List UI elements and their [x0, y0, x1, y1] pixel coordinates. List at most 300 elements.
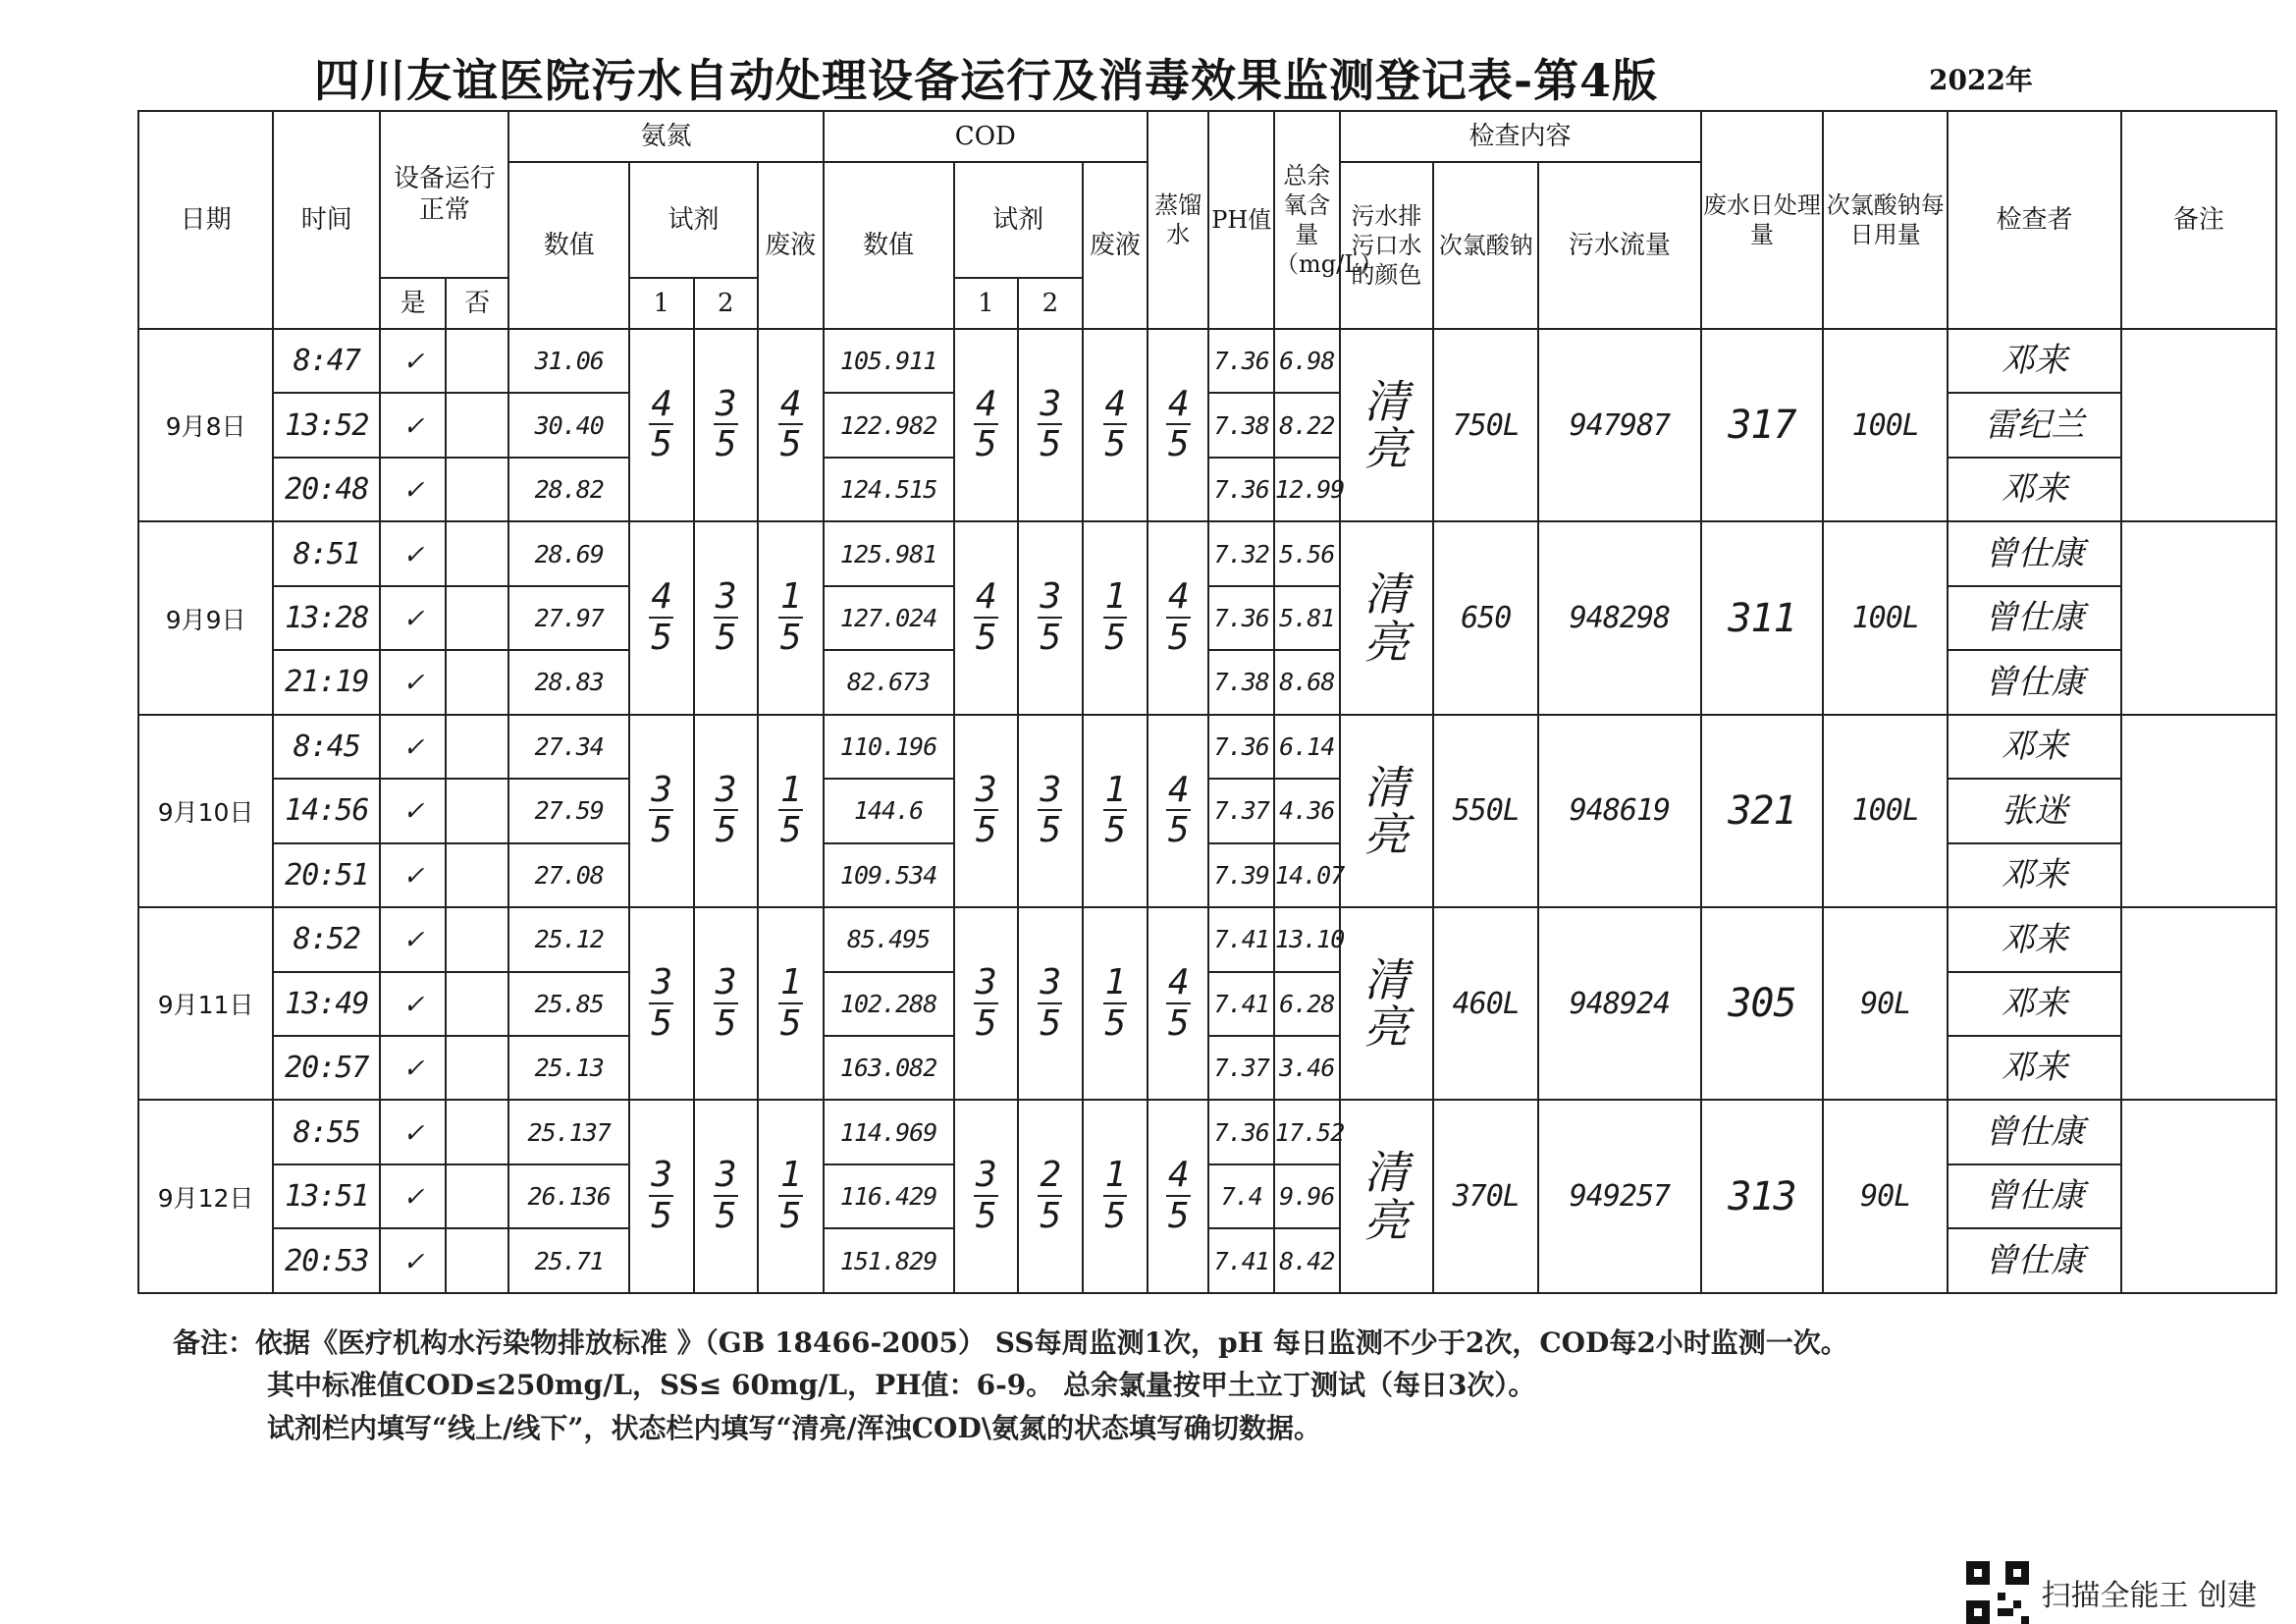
- cod-reagent-1-cell: [954, 1100, 1018, 1293]
- status-yes-cell: ✓: [380, 972, 446, 1036]
- ammonia-reagent-2-cell: [694, 907, 758, 1100]
- flow-cell: 948924: [1538, 907, 1700, 1100]
- inspector-cell: 张迷: [1948, 779, 2121, 842]
- fraction-denominator: 5: [976, 617, 996, 658]
- distilled-water-cell: [1148, 1100, 1208, 1293]
- ammonia-reagent-1-cell: [629, 521, 693, 714]
- fraction-numerator: 3: [976, 961, 996, 1002]
- ammonia-reagent-1-cell: [629, 329, 693, 521]
- fraction-numerator: 4: [779, 383, 801, 424]
- time-cell: 8:47: [273, 329, 380, 393]
- header-cod-reagent-1: 1: [954, 278, 1018, 329]
- cod-reagent-2-cell: [1018, 907, 1082, 1100]
- color-char: 亮: [1363, 807, 1410, 861]
- ammonia-waste-cell: [758, 1100, 824, 1293]
- fraction-mark: [714, 771, 738, 850]
- status-yes-cell: ✓: [380, 393, 446, 457]
- fraction-numerator: 1: [779, 769, 801, 810]
- fraction-numerator: 4: [651, 383, 672, 424]
- form-year: 2022年: [1929, 64, 2033, 96]
- time-cell: 13:52: [273, 393, 380, 457]
- ph-cell: 7.41: [1208, 972, 1274, 1036]
- status-yes-cell: ✓: [380, 521, 446, 585]
- fraction-mark: [649, 577, 673, 657]
- status-no-cell: [446, 907, 508, 971]
- fraction-mark: [778, 963, 803, 1043]
- header-cod: COD: [824, 111, 1148, 162]
- color-cell: [1340, 1100, 1434, 1293]
- naclo-cell: 460L: [1433, 907, 1538, 1100]
- header-equipment: 设备运行正常: [380, 111, 508, 278]
- fraction-numerator: 4: [1167, 576, 1189, 618]
- fraction-mark: [1166, 963, 1191, 1043]
- chlorine-cell: 13.10: [1274, 907, 1340, 971]
- distilled-water-cell: [1148, 329, 1208, 521]
- fraction-numerator: 2: [1040, 1155, 1061, 1196]
- flow-cell: 948298: [1538, 521, 1700, 714]
- inspector-cell: 邓来: [1948, 907, 2121, 971]
- fraction-numerator: 1: [779, 1155, 801, 1196]
- fraction-denominator: 5: [651, 424, 672, 465]
- inspector-cell: 曾仕康: [1948, 521, 2121, 585]
- ph-cell: 7.41: [1208, 907, 1274, 971]
- fraction-denominator: 5: [1104, 1002, 1126, 1044]
- fraction-mark: [974, 577, 998, 657]
- fraction-mark: [1166, 385, 1191, 464]
- cod-value-cell: 114.969: [824, 1100, 954, 1164]
- ammonia-reagent-2-cell: [694, 1100, 758, 1293]
- naclo-cell: 550L: [1433, 715, 1538, 907]
- fraction-denominator: 5: [715, 1196, 736, 1237]
- ph-cell: 7.36: [1208, 586, 1274, 650]
- cod-value-cell: 125.981: [824, 521, 954, 585]
- fraction-numerator: 1: [1104, 961, 1126, 1002]
- cod-value-cell: 82.673: [824, 650, 954, 714]
- table-row: [138, 1100, 2276, 1164]
- time-cell: 8:52: [273, 907, 380, 971]
- table-row: [138, 907, 2276, 971]
- chlorine-cell: 8.22: [1274, 393, 1340, 457]
- ammonia-value-cell: 26.136: [508, 1164, 629, 1228]
- color-char: 亮: [1363, 615, 1410, 669]
- status-yes-cell: ✓: [380, 715, 446, 779]
- chlorine-cell: 17.52: [1274, 1100, 1340, 1164]
- naclo-daily-cell: 90L: [1823, 1100, 1948, 1293]
- ammonia-reagent-1-cell: [629, 1100, 693, 1293]
- fraction-mark: [1103, 577, 1128, 657]
- fraction-denominator: 5: [651, 810, 672, 851]
- inspector-cell: 曾仕康: [1948, 586, 2121, 650]
- cod-value-cell: 122.982: [824, 393, 954, 457]
- header-flow: 污水流量: [1538, 162, 1700, 329]
- fraction-numerator: 4: [1167, 769, 1189, 810]
- inspector-cell: 邓来: [1948, 843, 2121, 907]
- ammonia-reagent-2-cell: [694, 715, 758, 907]
- time-cell: 13:28: [273, 586, 380, 650]
- ammonia-reagent-1-cell: [629, 907, 693, 1100]
- ph-cell: 7.37: [1208, 1036, 1274, 1100]
- fraction-denominator: 5: [651, 1002, 672, 1044]
- ph-cell: 7.36: [1208, 458, 1274, 521]
- date-cell: 9月8日: [138, 329, 273, 521]
- status-yes-cell: ✓: [380, 779, 446, 842]
- date-cell: 9月10日: [138, 715, 273, 907]
- ammonia-waste-cell: [758, 521, 824, 714]
- chlorine-cell: 9.96: [1274, 1164, 1340, 1228]
- fraction-numerator: 3: [715, 383, 736, 424]
- fraction-denominator: 5: [976, 424, 996, 465]
- fraction-numerator: 3: [715, 769, 736, 810]
- fraction-mark: [974, 385, 998, 464]
- color-char: 清: [1363, 1146, 1410, 1200]
- header-ammonia-reagent-2: 2: [694, 278, 758, 329]
- header-ammonia: 氨氮: [508, 111, 823, 162]
- fraction-numerator: 3: [1040, 961, 1061, 1002]
- fraction-mark: [1038, 385, 1062, 464]
- fraction-denominator: 5: [715, 810, 736, 851]
- note-line: 试剂栏内填写“线上/线下”，状态栏内填写“清亮/浑浊COD\氨氮的状态填写确切数据。: [267, 1411, 1321, 1444]
- fraction-mark: [778, 385, 803, 464]
- fraction-denominator: 5: [1104, 424, 1126, 465]
- fraction-mark: [1166, 771, 1191, 850]
- status-no-cell: [446, 972, 508, 1036]
- status-no-cell: [446, 329, 508, 393]
- ammonia-reagent-2-cell: [694, 521, 758, 714]
- fraction-mark: [714, 963, 738, 1043]
- remarks-cell: [2121, 329, 2276, 521]
- fraction-denominator: 5: [1167, 1196, 1189, 1237]
- status-yes-cell: ✓: [380, 1228, 446, 1293]
- fraction-numerator: 3: [976, 769, 996, 810]
- time-cell: 14:56: [273, 779, 380, 842]
- ph-cell: 7.36: [1208, 1100, 1274, 1164]
- status-yes-cell: ✓: [380, 458, 446, 521]
- time-cell: 8:45: [273, 715, 380, 779]
- cod-waste-cell: [1083, 329, 1148, 521]
- chlorine-cell: 5.81: [1274, 586, 1340, 650]
- header-naclo-daily: 次氯酸钠每日用量: [1823, 111, 1948, 329]
- ammonia-value-cell: 27.08: [508, 843, 629, 907]
- fraction-denominator: 5: [1167, 617, 1189, 658]
- flow-cell: 949257: [1538, 1100, 1700, 1293]
- status-no-cell: [446, 779, 508, 842]
- header-ammonia-value: 数值: [508, 162, 629, 329]
- ammonia-value-cell: 27.34: [508, 715, 629, 779]
- fraction-numerator: 3: [1040, 576, 1061, 618]
- status-no-cell: [446, 650, 508, 714]
- ph-cell: 7.4: [1208, 1164, 1274, 1228]
- status-yes-cell: ✓: [380, 1036, 446, 1100]
- cod-reagent-2-cell: [1018, 1100, 1082, 1293]
- cod-value-cell: 110.196: [824, 715, 954, 779]
- fraction-mark: [778, 577, 803, 657]
- date-cell: 9月12日: [138, 1100, 273, 1293]
- flow-cell: 948619: [1538, 715, 1700, 907]
- naclo-cell: 750L: [1433, 329, 1538, 521]
- ammonia-value-cell: 25.85: [508, 972, 629, 1036]
- fraction-numerator: 4: [1167, 1155, 1189, 1196]
- color-char: 亮: [1363, 1001, 1410, 1055]
- ph-cell: 7.36: [1208, 329, 1274, 393]
- fraction-numerator: 3: [715, 961, 736, 1002]
- fraction-mark: [649, 963, 673, 1043]
- fraction-mark: [974, 771, 998, 850]
- fraction-denominator: 5: [1167, 1002, 1189, 1044]
- fraction-mark: [1038, 1156, 1062, 1235]
- cod-value-cell: 109.534: [824, 843, 954, 907]
- ph-cell: 7.36: [1208, 715, 1274, 779]
- naclo-daily-cell: 100L: [1823, 521, 1948, 714]
- inspector-cell: 邓来: [1948, 1036, 2121, 1100]
- naclo-cell: 370L: [1433, 1100, 1538, 1293]
- inspector-cell: 雷纪兰: [1948, 393, 2121, 457]
- fraction-mark: [1038, 963, 1062, 1043]
- header-color: 污水排污口水的颜色: [1340, 162, 1434, 329]
- time-cell: 21:19: [273, 650, 380, 714]
- color-cell: [1340, 907, 1434, 1100]
- fraction-denominator: 5: [976, 810, 996, 851]
- time-cell: 8:51: [273, 521, 380, 585]
- cod-reagent-2-cell: [1018, 715, 1082, 907]
- chlorine-cell: 4.36: [1274, 779, 1340, 842]
- fraction-denominator: 5: [715, 617, 736, 658]
- fraction-denominator: 5: [1167, 810, 1189, 851]
- chlorine-cell: 5.56: [1274, 521, 1340, 585]
- time-cell: 20:48: [273, 458, 380, 521]
- remarks-cell: [2121, 715, 2276, 907]
- header-no: 否: [446, 278, 508, 329]
- status-no-cell: [446, 458, 508, 521]
- fraction-denominator: 5: [1104, 810, 1126, 851]
- remarks-cell: [2121, 1100, 2276, 1293]
- color-char: 亮: [1363, 1193, 1410, 1247]
- fraction-mark: [714, 1156, 738, 1235]
- table-row: [138, 521, 2276, 585]
- table-row: [138, 715, 2276, 779]
- header-ph: PH值: [1208, 111, 1274, 329]
- date-cell: 9月11日: [138, 907, 273, 1100]
- ammonia-reagent-1-cell: [629, 715, 693, 907]
- header-daily-volume: 废水日处理量: [1701, 111, 1824, 329]
- cod-reagent-1-cell: [954, 329, 1018, 521]
- fraction-numerator: 4: [1167, 383, 1189, 424]
- inspector-cell: 邓来: [1948, 329, 2121, 393]
- fraction-mark: [1166, 577, 1191, 657]
- fraction-mark: [1103, 771, 1128, 850]
- fraction-mark: [1166, 1156, 1191, 1235]
- fraction-mark: [714, 385, 738, 464]
- fraction-denominator: 5: [976, 1002, 996, 1044]
- inspector-cell: 曾仕康: [1948, 1100, 2121, 1164]
- fraction-mark: [1103, 963, 1128, 1043]
- note-line: 备注：依据《医疗机构水污染物排放标准 》（GB 18466-2005） SS每周监测1次，pH 每日监测不少于2次，COD每2小时监测一次。: [173, 1326, 1848, 1359]
- color-char: 清: [1363, 374, 1410, 428]
- fraction-mark: [714, 577, 738, 657]
- fraction-numerator: 1: [1104, 576, 1126, 618]
- fraction-denominator: 5: [1040, 810, 1061, 851]
- status-no-cell: [446, 586, 508, 650]
- inspector-cell: 邓来: [1948, 972, 2121, 1036]
- fraction-numerator: 3: [651, 1155, 672, 1196]
- cod-waste-cell: [1083, 521, 1148, 714]
- status-yes-cell: ✓: [380, 1164, 446, 1228]
- inspector-cell: 曾仕康: [1948, 650, 2121, 714]
- cod-reagent-1-cell: [954, 907, 1018, 1100]
- fraction-mark: [974, 1156, 998, 1235]
- remarks-cell: [2121, 907, 2276, 1100]
- chlorine-cell: 8.42: [1274, 1228, 1340, 1293]
- naclo-daily-cell: 100L: [1823, 329, 1948, 521]
- fraction-denominator: 5: [779, 1196, 801, 1237]
- ph-cell: 7.38: [1208, 393, 1274, 457]
- fraction-numerator: 3: [715, 1155, 736, 1196]
- fraction-numerator: 4: [976, 576, 996, 618]
- fraction-denominator: 5: [651, 617, 672, 658]
- daily-volume-cell: 317: [1701, 329, 1824, 521]
- fraction-mark: [649, 771, 673, 850]
- inspector-cell: 邓来: [1948, 715, 2121, 779]
- fraction-mark: [778, 1156, 803, 1235]
- header-cod-reagent: 试剂: [954, 162, 1083, 278]
- fraction-denominator: 5: [779, 1002, 801, 1044]
- fraction-mark: [1038, 577, 1062, 657]
- header-cod-reagent-2: 2: [1018, 278, 1082, 329]
- status-no-cell: [446, 1228, 508, 1293]
- fraction-numerator: 3: [715, 576, 736, 618]
- ammonia-waste-cell: [758, 715, 824, 907]
- cod-waste-cell: [1083, 715, 1148, 907]
- cod-reagent-2-cell: [1018, 521, 1082, 714]
- inspector-cell: 曾仕康: [1948, 1228, 2121, 1293]
- fraction-denominator: 5: [976, 1196, 996, 1237]
- cod-value-cell: 105.911: [824, 329, 954, 393]
- fraction-mark: [1103, 385, 1128, 464]
- header-ammonia-reagent: 试剂: [629, 162, 758, 278]
- header-naclo: 次氯酸钠: [1433, 162, 1538, 329]
- header-inspector: 检查者: [1948, 111, 2121, 329]
- ammonia-value-cell: 27.59: [508, 779, 629, 842]
- ph-cell: 7.37: [1208, 779, 1274, 842]
- fraction-mark: [778, 771, 803, 850]
- header-ammonia-reagent-1: 1: [629, 278, 693, 329]
- header-yes: 是: [380, 278, 446, 329]
- time-cell: 13:49: [273, 972, 380, 1036]
- status-yes-cell: ✓: [380, 650, 446, 714]
- fraction-numerator: 3: [1040, 383, 1061, 424]
- daily-volume-cell: 313: [1701, 1100, 1824, 1293]
- ammonia-value-cell: 28.69: [508, 521, 629, 585]
- cod-reagent-2-cell: [1018, 329, 1082, 521]
- status-yes-cell: ✓: [380, 329, 446, 393]
- fraction-mark: [974, 963, 998, 1043]
- date-cell: 9月9日: [138, 521, 273, 714]
- qr-code-icon: [1966, 1561, 2029, 1624]
- cod-value-cell: 151.829: [824, 1228, 954, 1293]
- fraction-numerator: 4: [1167, 961, 1189, 1002]
- naclo-cell: 650: [1433, 521, 1538, 714]
- ammonia-value-cell: 25.12: [508, 907, 629, 971]
- status-yes-cell: ✓: [380, 907, 446, 971]
- ph-cell: 7.32: [1208, 521, 1274, 585]
- cod-reagent-1-cell: [954, 521, 1018, 714]
- fraction-denominator: 5: [1040, 1002, 1061, 1044]
- status-no-cell: [446, 521, 508, 585]
- inspector-cell: 曾仕康: [1948, 1164, 2121, 1228]
- fraction-denominator: 5: [1040, 424, 1061, 465]
- header-date: 日期: [138, 111, 273, 329]
- time-cell: 8:55: [273, 1100, 380, 1164]
- fraction-denominator: 5: [715, 1002, 736, 1044]
- table-body: [138, 329, 2276, 1293]
- fraction-numerator: 3: [651, 769, 672, 810]
- cod-value-cell: 102.288: [824, 972, 954, 1036]
- status-no-cell: [446, 1100, 508, 1164]
- ph-cell: 7.38: [1208, 650, 1274, 714]
- ammonia-value-cell: 25.13: [508, 1036, 629, 1100]
- color-cell: [1340, 715, 1434, 907]
- fraction-denominator: 5: [1040, 617, 1061, 658]
- status-yes-cell: ✓: [380, 1100, 446, 1164]
- fraction-denominator: 5: [715, 424, 736, 465]
- time-cell: 13:51: [273, 1164, 380, 1228]
- distilled-water-cell: [1148, 521, 1208, 714]
- fraction-denominator: 5: [779, 617, 801, 658]
- color-cell: [1340, 521, 1434, 714]
- status-no-cell: [446, 843, 508, 907]
- time-cell: 20:51: [273, 843, 380, 907]
- fraction-numerator: 1: [1104, 1155, 1126, 1196]
- fraction-mark: [1103, 1156, 1128, 1235]
- status-yes-cell: ✓: [380, 586, 446, 650]
- time-cell: 20:53: [273, 1228, 380, 1293]
- header-ammonia-waste: 废液: [758, 162, 824, 329]
- ammonia-value-cell: 28.83: [508, 650, 629, 714]
- color-cell: [1340, 329, 1434, 521]
- chlorine-cell: 6.28: [1274, 972, 1340, 1036]
- ammonia-value-cell: 27.97: [508, 586, 629, 650]
- inspector-cell: 邓来: [1948, 458, 2121, 521]
- distilled-water-cell: [1148, 907, 1208, 1100]
- status-no-cell: [446, 393, 508, 457]
- fraction-denominator: 5: [779, 424, 801, 465]
- scanner-watermark: [1966, 1561, 2257, 1624]
- ammonia-value-cell: 25.137: [508, 1100, 629, 1164]
- fraction-mark: [1038, 771, 1062, 850]
- note-line: 其中标准值COD≤250mg/L，SS≤ 60mg/L，PH值：6-9。 总余氯量按甲土立丁测试（每日3次）。: [267, 1369, 1536, 1402]
- chlorine-cell: 3.46: [1274, 1036, 1340, 1100]
- header-inspect: 检查内容: [1340, 111, 1701, 162]
- fraction-denominator: 5: [1167, 424, 1189, 465]
- chlorine-cell: 12.99: [1274, 458, 1340, 521]
- fraction-mark: [649, 1156, 673, 1235]
- fraction-numerator: 1: [1104, 769, 1126, 810]
- ph-cell: 7.39: [1208, 843, 1274, 907]
- table-row: [138, 329, 2276, 393]
- form-title: 四川友谊医院污水自动处理设备运行及消毒效果监测登记表-第4版: [314, 54, 1659, 107]
- fraction-denominator: 5: [651, 1196, 672, 1237]
- color-char: 清: [1363, 760, 1410, 814]
- header-time: 时间: [273, 111, 380, 329]
- ammonia-value-cell: 30.40: [508, 393, 629, 457]
- color-char: 清: [1363, 952, 1410, 1006]
- fraction-numerator: 1: [779, 576, 801, 618]
- distilled-water-cell: [1148, 715, 1208, 907]
- fraction-denominator: 5: [779, 810, 801, 851]
- fraction-numerator: 3: [976, 1155, 996, 1196]
- color-char: 清: [1363, 568, 1410, 622]
- cod-value-cell: 127.024: [824, 586, 954, 650]
- header-cod-waste: 废液: [1083, 162, 1148, 329]
